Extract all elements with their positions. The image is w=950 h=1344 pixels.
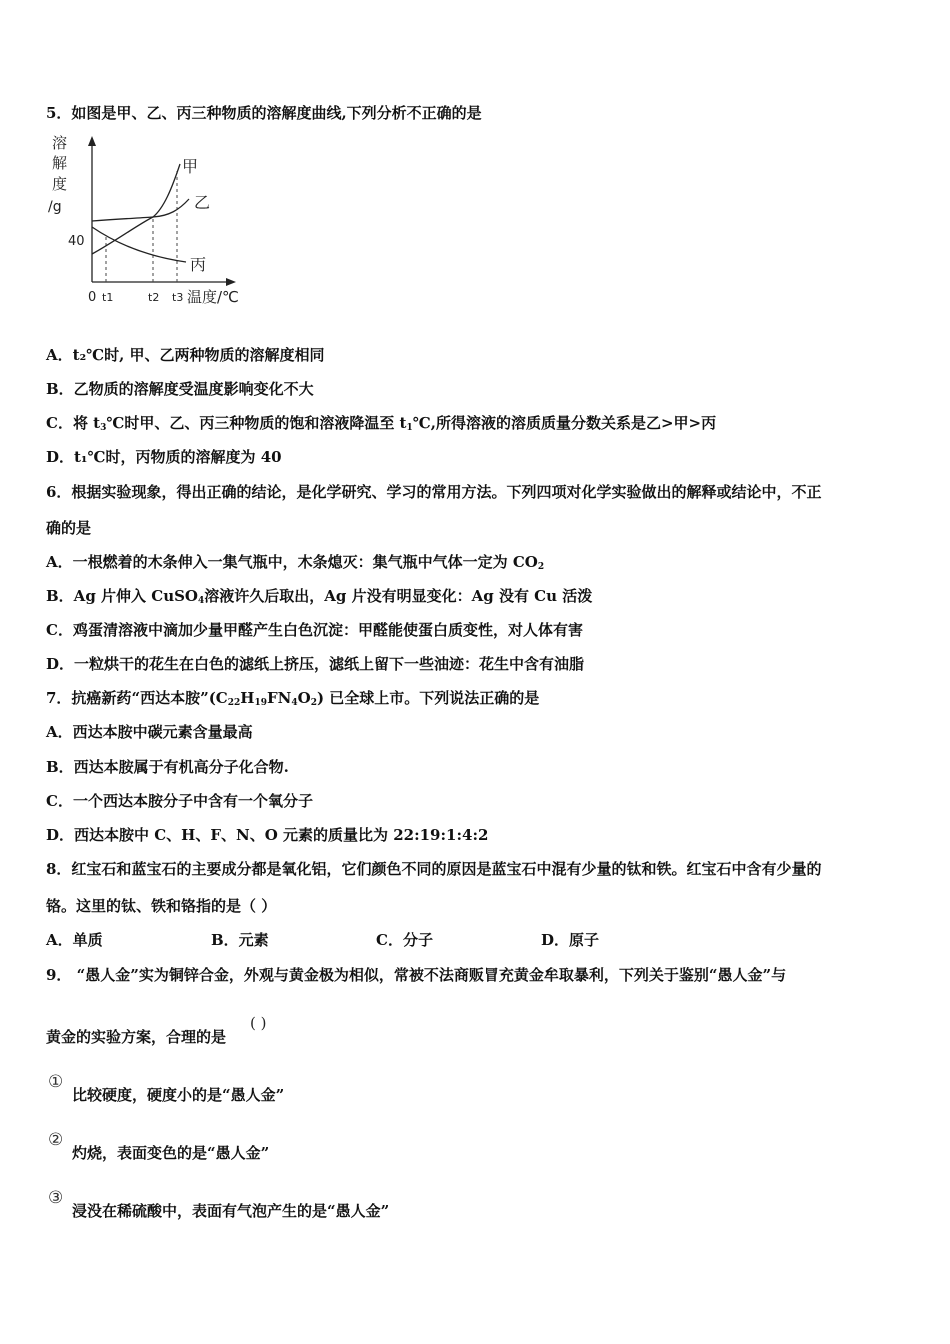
q9-stem-line2: 黄金的实验方案，合理的是 <box>46 1028 227 1046</box>
graph-ylabel-4: /g <box>48 199 62 215</box>
q9-item2-text: 灼烧，表面变色的是“愚人金” <box>72 1144 270 1162</box>
q9-item3-mark: ③ <box>48 1188 64 1208</box>
x-tick-t2: t2 <box>148 291 160 304</box>
graph-x-arrow <box>226 278 236 286</box>
q9-item1-mark: ① <box>48 1072 64 1092</box>
q8-options <box>46 930 599 950</box>
graph-y-tick-40: 40 <box>68 234 85 249</box>
q8-option-a: A．单质 <box>46 931 103 949</box>
q7-option-a: A．西达本胺中碳元素含量最高 <box>46 723 253 741</box>
q5-option-c: C．将 $t_3℃$时甲、乙、丙三种物质的饱和溶液降温至 $t_1℃$,所得溶液的溶质质量分数关系是乙>甲>丙 <box>46 414 717 433</box>
q7-option-b: B．西达本胺属于有机高分子化合物. <box>46 758 289 776</box>
curve-jia <box>92 164 180 254</box>
q5-option-b: B．乙物质的溶解度受温度影响变化不大 <box>46 380 314 398</box>
q8-option-b: B．元素 <box>211 931 269 949</box>
q6-option-b: B．Ag 片伸入 CuSO$_4$溶液许久后取出，Ag 片没有明显变化：Ag 没有 Cu 活泼 <box>46 587 593 606</box>
graph-ylabel-1: 溶 <box>52 134 68 152</box>
curve-yi <box>92 199 189 221</box>
q9-item2-mark: ② <box>48 1130 64 1150</box>
q8-stem-line1: 8．红宝石和蓝宝石的主要成分都是氧化铝，它们颜色不同的原因是蓝宝石中混有少量的钛和铁。红宝石中含有少量的 <box>46 860 822 878</box>
q5-option-a: A．t₂℃时, 甲、乙两种物质的溶解度相同 <box>46 346 325 364</box>
solubility-graph <box>44 132 264 312</box>
graph-ylabel-2: 解 <box>52 154 68 172</box>
q8-stem-line2: 铬。这里的钛、铁和铬指的是（ ） <box>46 897 277 915</box>
q6-option-a: A．一根燃着的木条伸入一集气瓶中，木条熄灭：集气瓶中气体一定为 $CO_2$ <box>46 553 545 572</box>
graph-xlabel: 温度/℃ <box>187 288 239 306</box>
x-tick-0: 0 <box>88 290 97 305</box>
q8-option-c: C．分子 <box>376 931 433 949</box>
q7-stem: 7．抗癌新药“西达本胺$”(C_{22}H_{19}FN_4O_2)$ 已全球上市。下列说法正确的是 <box>46 689 540 708</box>
q9-item3-text: 浸没在稀硫酸中，表面有气泡产生的是“愚人金” <box>72 1202 390 1220</box>
label-jia: 甲 <box>182 157 199 176</box>
x-tick-t3: t3 <box>172 291 184 304</box>
q9-item1-text: 比较硬度，硬度小的是“愚人金” <box>72 1086 285 1104</box>
q9-stem-line1: 9． “愚人金”实为铜锌合金，外观与黄金极为相似，常被不法商贩冒充黄金牟取暴利，下列关于鉴别“愚人金”与 <box>46 966 787 984</box>
q6-stem-line2: 确的是 <box>46 519 92 537</box>
q9-answer-paren: ( ) <box>250 1014 267 1032</box>
q7-option-c: C．一个西达本胺分子中含有一个氧分子 <box>46 792 313 810</box>
q6-option-d: D．一粒烘干的花生在白色的滤纸上挤压，滤纸上留下一些油迹：花生中含有油脂 <box>46 655 585 673</box>
label-yi: 乙 <box>194 193 211 212</box>
q8-option-d: D．原子 <box>541 931 600 949</box>
q5-option-d: D．t₁℃时，丙物质的溶解度为 40 <box>46 448 282 466</box>
graph-y-arrow <box>88 136 96 146</box>
q6-stem-line1: 6．根据实验现象，得出正确的结论，是化学研究、学习的常用方法。下列四项对化学实验做出的解释或结论中，不正 <box>46 483 822 501</box>
q7-option-d: D．西达本胺中 C、H、F、N、O 元素的质量比为 22:19:1:4:2 <box>46 826 489 844</box>
q6-option-c: C．鸡蛋清溶液中滴加少量甲醛产生白色沉淀：甲醛能使蛋白质变性，对人体有害 <box>46 621 583 639</box>
label-bing: 丙 <box>190 255 207 274</box>
graph-ylabel-3: 度 <box>52 175 68 193</box>
q5-stem: 5．如图是甲、乙、丙三种物质的溶解度曲线,下列分析不正确的是 <box>46 104 482 122</box>
x-tick-t1: t1 <box>102 291 114 304</box>
